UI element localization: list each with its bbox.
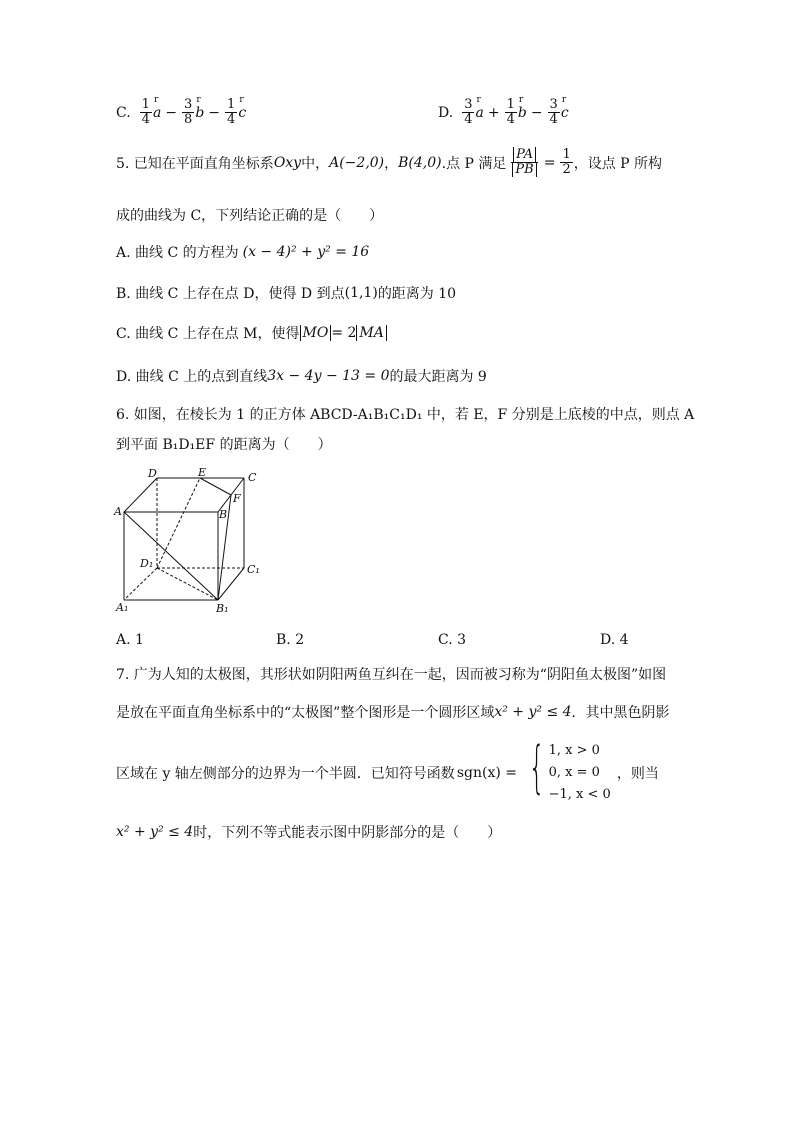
question-7-line3 (116, 735, 659, 806)
question-6-line2: 到平面 B₁D₁EF 的距离为（ ） (116, 437, 332, 453)
q5-text: 中， (301, 155, 330, 172)
option-c (116, 94, 247, 127)
cube-figure (112, 466, 272, 616)
vector-c: r c (560, 94, 569, 121)
option-d (438, 94, 569, 127)
cube-label-c1: C₁ (247, 563, 260, 576)
cube-label-b1: B₁ (216, 602, 229, 615)
vector-b: r b (195, 94, 205, 121)
question-7-line2 (116, 702, 670, 722)
q6-choice-a: A. 1 (116, 632, 144, 648)
cube-label-e: E (198, 466, 207, 479)
q5-option-a-math: (x − 4)² + y² = 16 (242, 244, 370, 260)
q5-option-d-text: D. 曲线 C 上的点到直线 (116, 369, 268, 385)
q7-text: 时，下列不等式能表示图中阴影部分的是（ ） (193, 825, 502, 841)
q7-text: ．其中黑色阴影 (571, 705, 670, 721)
option-c-label: C. (116, 104, 131, 121)
q7-case-3: −1, x < 0 (548, 787, 611, 802)
q7-sgn-function: sgn(x) = (456, 765, 517, 781)
q7-text: ，则当 (616, 766, 659, 782)
q5-text: ，设点 P 所构 (573, 155, 663, 172)
q5-option-b-text: B. 曲线 C 上存在点 D，使得 D 到点 (116, 286, 345, 302)
q7-case-2: 0, x = 0 (548, 765, 600, 780)
q6-choice-b: B. 2 (276, 632, 305, 648)
q5-option-b (116, 283, 456, 303)
question-6-line1: 6. 如图，在棱长为 1 的正方体 ABCD-A₁B₁C₁D₁ 中，若 E，F 分别是上底棱的中点，则点 A (116, 407, 695, 423)
question-5-line2: 成的曲线为 C，下列结论正确的是（ ） (116, 208, 384, 224)
q5-option-d (116, 366, 487, 386)
fraction: $\frac{1}{4}$ (227, 97, 236, 127)
q5-text: ， (384, 155, 399, 172)
q5-half: $\frac{1}{2}$ (562, 147, 571, 177)
q5-point-a: A(−2,0) (329, 154, 385, 171)
q7-text: 区域在 y 轴左侧部分的边界为一个半圆．已知符号函数 (116, 766, 455, 782)
fraction: $\frac{3}{4}$ (549, 97, 558, 127)
q5-option-a-text: A. 曲线 C 的方程为 (116, 245, 239, 261)
operator: − (208, 104, 221, 121)
q5-option-b-text: 的距离为 10 (377, 286, 457, 302)
question-5-stem (116, 148, 662, 177)
q7-text: 是放在平面直角坐标系中的“太极图”整个图形是一个圆形区域 (116, 705, 495, 721)
q5-option-c-mo: MO (300, 325, 332, 341)
q7-condition-math: x² + y² ≤ 4 (116, 824, 194, 840)
q5-ratio: $\frac{PA}{PB}$ (510, 148, 538, 177)
cube-label-d: D (148, 467, 157, 480)
q5-option-d-math: 3x − 4y − 13 = 0 (267, 368, 390, 384)
brace-icon: { (528, 735, 545, 800)
cube-label-c: C (248, 471, 257, 484)
q5-option-b-math: (1,1) (344, 285, 378, 301)
q5-option-d-text: 的最大距离为 9 (389, 369, 487, 385)
fraction: $\frac{3}{8}$ (184, 97, 193, 127)
q5-text: 5. 已知在平面直角坐标系 (116, 155, 274, 172)
vector-a: r a (475, 94, 484, 121)
q5-option-c (116, 323, 387, 343)
fraction: $\frac{3}{4}$ (464, 97, 473, 127)
q5-point-b: B(4,0) (398, 154, 442, 171)
q6-choice-d: D. 4 (600, 632, 629, 648)
q7-case-1: 1, x > 0 (548, 743, 600, 758)
cube-label-a1: A₁ (116, 601, 129, 614)
vector-b: r b (517, 94, 527, 121)
question-7-line1: 7. 广为人知的太极图，其形状如阴阳两鱼互纠在一起，因而被习称为“阴阳鱼太极图”如图 (116, 667, 667, 683)
q7-piecewise (519, 735, 611, 806)
equals: = (543, 154, 556, 171)
question-7-line4 (116, 822, 501, 842)
fraction: $\frac{1}{4}$ (141, 97, 150, 127)
q5-option-c-text: C. 曲线 C 上存在点 M，使得 (116, 326, 300, 342)
option-d-label: D. (438, 104, 454, 121)
cube-label-f: F (233, 492, 241, 505)
cube-label-a: A (114, 505, 122, 518)
cube-label-b: B (219, 508, 228, 521)
vector-a: r a (152, 94, 162, 121)
q7-region-math: x² + y² ≤ 4 (494, 704, 572, 720)
q5-option-a (116, 242, 369, 262)
operator: + (487, 104, 500, 121)
q5-text: .点 P 满足 (441, 155, 507, 172)
vector-c: r c (238, 94, 247, 121)
operator: − (165, 104, 178, 121)
fraction: $\frac{1}{4}$ (506, 97, 515, 127)
cube-label-d1: D₁ (140, 557, 154, 570)
q5-coord-system: Oxy (273, 154, 302, 171)
q6-choice-c: C. 3 (438, 632, 467, 648)
q5-option-c-ma: MA (356, 325, 386, 341)
operator: − (530, 104, 543, 121)
q5-option-c-text: = 2 (331, 325, 357, 341)
